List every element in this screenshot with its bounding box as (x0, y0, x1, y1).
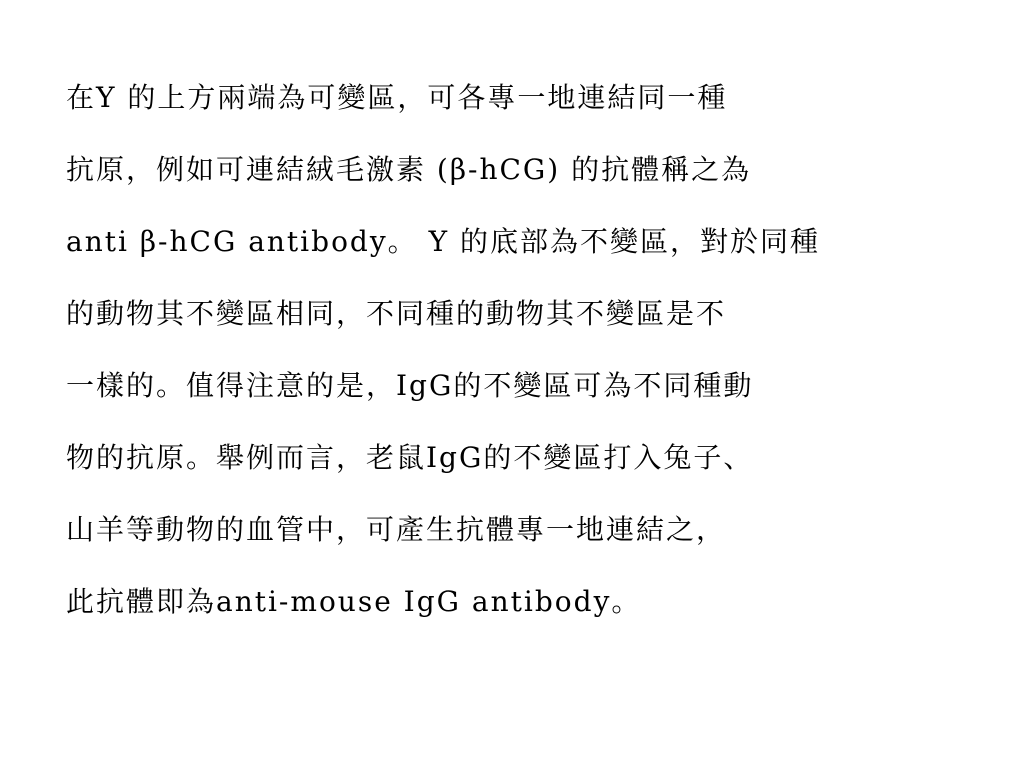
text-line-5: 一樣的。值得注意的是，IgG的不變區可為不同種動 (66, 369, 754, 402)
text-line-7: 山羊等動物的血管中，可產生抗體專一地連結之， (66, 513, 727, 546)
text-line-3: anti β-hCG antibody。 Y 的底部為不變區，對於同種 (66, 225, 820, 258)
text-line-4: 的動物其不變區相同，不同種的動物其不變區是不 (66, 297, 727, 330)
text-line-6: 物的抗原。舉例而言，老鼠IgG的不變區打入兔子、 (66, 441, 754, 474)
text-line-2: 抗原，例如可連結絨毛激素 (β-hCG) 的抗體稱之為 (66, 153, 752, 186)
text-line-8: 此抗體即為anti-mouse IgG antibody。 (66, 585, 642, 618)
text-line-1: 在Y 的上方兩端為可變區，可各專一地連結同一種 (66, 81, 728, 114)
body-paragraph (66, 62, 966, 638)
